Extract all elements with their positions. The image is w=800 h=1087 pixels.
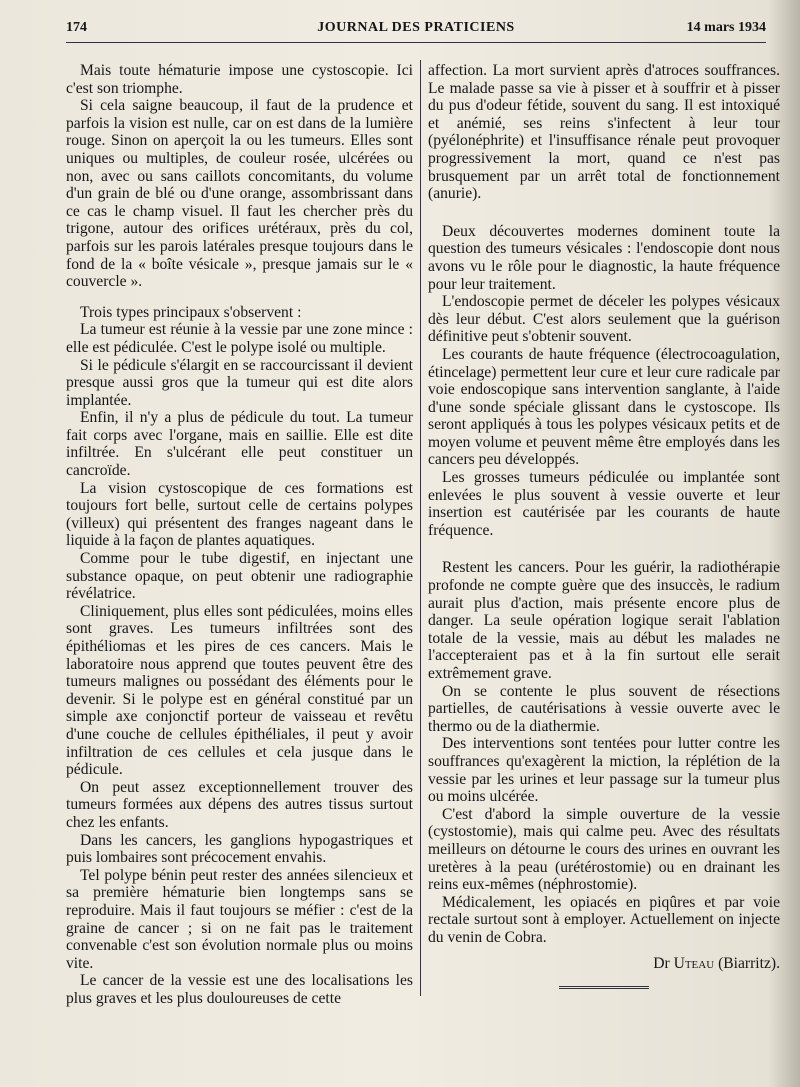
issue-date: 14 mars 1934 — [686, 20, 766, 35]
paragraph: La tumeur est réunie à la vessie par une zone mince : elle est pédiculée. C'est le polype isolé ou multiple. — [66, 321, 413, 356]
paragraph: C'est d'abord la simple ouverture de la vessie (cystostomie), mais qui calme peu. Avec des résultats meilleurs on détourne le cours des urines en ouvrant les uretères à la peau (urétérostomie) ou en drainant les reins eux-mêmes (néphrostomie). — [428, 805, 780, 894]
page-number: 174 — [66, 20, 87, 35]
paragraph: Si cela saigne beaucoup, il faut de la prudence et parfois la vision est nulle, car on est dans de la lumière rouge. Sinon on aperçoit la ou les tumeurs. Elles sont uniques ou multiples, de couleur rosée, ulcérées ou non, avec ou sans caillots concomitants, du volume d'un grain de blé ou d'une orange, assombrissant dans ce cas le champ visuel. Il faut les chercher près du trigone, autour des orifices urétéraux, près du col, parfois sur les parois latérales presque toujours dans le fond de la « boîte vésicale », presque jamais sur le « couvercle ». — [66, 97, 413, 291]
paragraph: affection. La mort survient après d'atroces souffrances. Le malade passe sa vie à pisser et à souffrir et à pisser du pus d'odeur fétide, souvent du sang. Il est intoxiqué et anémié, ses reins s'infectent à leur tour (pyélonéphrite) et l'insuffisance rénale peut provoquer progressivement la mort, quand ce n'est pas brusquement par un arrêt total de fonctionnement (anurie). — [428, 62, 780, 203]
paragraph: L'endoscopie permet de déceler les polypes vésicaux dès leur début. C'est alors seulement que la guérison définitive peut s'obtenir souvent. — [428, 293, 780, 346]
author-place: (Biarritz). — [718, 954, 780, 972]
left-column — [66, 62, 413, 1007]
paragraph: Comme pour le tube digestif, en injectant une substance opaque, on peut obtenir une radiographie révélatrice. — [66, 550, 413, 603]
paragraph: Enfin, il n'y a plus de pédicule du tout. La tumeur fait corps avec l'organe, mais en saillie. Elle est dite infiltrée. En s'ulcérant elle peut constituer un cancroïde. — [66, 409, 413, 480]
paragraph: Cliniquement, plus elles sont pédiculées, moins elles sont graves. Les tumeurs infiltrées sont des épithéliomas et les pires de ces cancers. Mais le laboratoire nous apprend que toutes peuvent être des tumeurs malignes ou possédant des éléments pour le devenir. Si le polype est en général constitué par un simple axe conjonctif porteur de vaisseau et revêtu d'une couche de cellules épithéliales, il peut y avoir infiltration de ces cellules et cela jusque dans le pédicule. — [66, 602, 413, 779]
paragraph: On se contente le plus souvent de résections partielles, de cautérisations à vessie ouverte avec le thermo ou de la diathermie. — [428, 682, 780, 735]
paragraph: Tel polype bénin peut rester des années silencieux et sa première hématurie bien longtemps sans se reproduire. Mais il faut toujours se méfier : c'est de la graine de cancer ; si on ne fait pas le traitement convenable c'est son évolution normale plus ou moins vite. — [66, 866, 413, 972]
paragraph: Des interventions sont tentées pour lutter contre les souffrances qu'exagèrent la miction, la réplétion de la vessie par les urines et leur passage sur la tumeur plus ou moins ulcérée. — [428, 735, 780, 806]
header-rule — [66, 42, 766, 43]
paragraph: Médicalement, les opiacés en piqûres et par voie rectale surtout sont à employer. Actuellement on injecte du venin de Cobra. — [428, 893, 780, 946]
paragraph: Dans les cancers, les ganglions hypogastriques et puis lombaires sont précocement envahis. — [66, 831, 413, 867]
column-divider — [420, 60, 421, 996]
paragraph: Les grosses tumeurs pédiculée ou implantée sont enlevées le plus souvent à vessie ouverte et leur insertion est cautérisée par les courants de haute fréquence. — [428, 469, 780, 539]
paragraph: Si le pédicule s'élargit en se raccourcissant il devient presque aussi gros que la tumeur qui est dite alors implantée. — [66, 356, 413, 409]
journal-title: JOURNAL DES PRATICIENS — [317, 20, 515, 35]
paragraph: La vision cystoscopique de ces formations est toujours fort belle, surtout celle de certains polypes (villeux) qui présentent des franges nageant dans le liquide à la façon de plantes aquatiques. — [66, 479, 413, 550]
paragraph: Deux découvertes modernes dominent toute la question des tumeurs vésicales : l'endoscopie dont nous avons vu le rôle pour le diagnostic, la haute fréquence pour leur traitement. — [428, 222, 780, 293]
author-title: Dr — [653, 954, 670, 972]
paragraph: On peut assez exceptionnellement trouver des tumeurs formées aux dépens des autres tissus surtout chez les enfants. — [66, 778, 413, 831]
author-signature — [428, 955, 780, 973]
page-header — [66, 20, 766, 40]
author-name: Uteau — [673, 954, 715, 972]
right-column — [428, 62, 780, 992]
paragraph: Restent les cancers. Pour les guérir, la radiothérapie profonde ne compte guère que des insuccès, le radium aurait plus d'action, mais présente encore plus de danger. La seule opération logique serait l'ablation totale de la vessie, mais au début les malades ne l'accepteraient pas et à la fin surtout elle serait extrêmement grave. — [428, 559, 780, 682]
paragraph: Trois types principaux s'observent : — [80, 303, 302, 321]
paragraph: Le cancer de la vessie est une des localisations les plus graves et les plus douloureuses de cette — [66, 972, 413, 1007]
end-rule — [559, 986, 649, 992]
paragraph: Les courants de haute fréquence (électrocoagulation, étincelage) permettent leur cure et leur cure radicale par voie endoscopique sans intervention sanglante, à l'aide d'une sonde spéciale glissant dans le cystoscope. Ils seront appliqués à tous les polypes vésicaux petits et de moyen volume et peuvent même être employés dans les cancers peu développés. — [428, 345, 780, 469]
paragraph: Mais toute hématurie impose une cystoscopie. Ici c'est son triomphe. — [66, 62, 413, 97]
